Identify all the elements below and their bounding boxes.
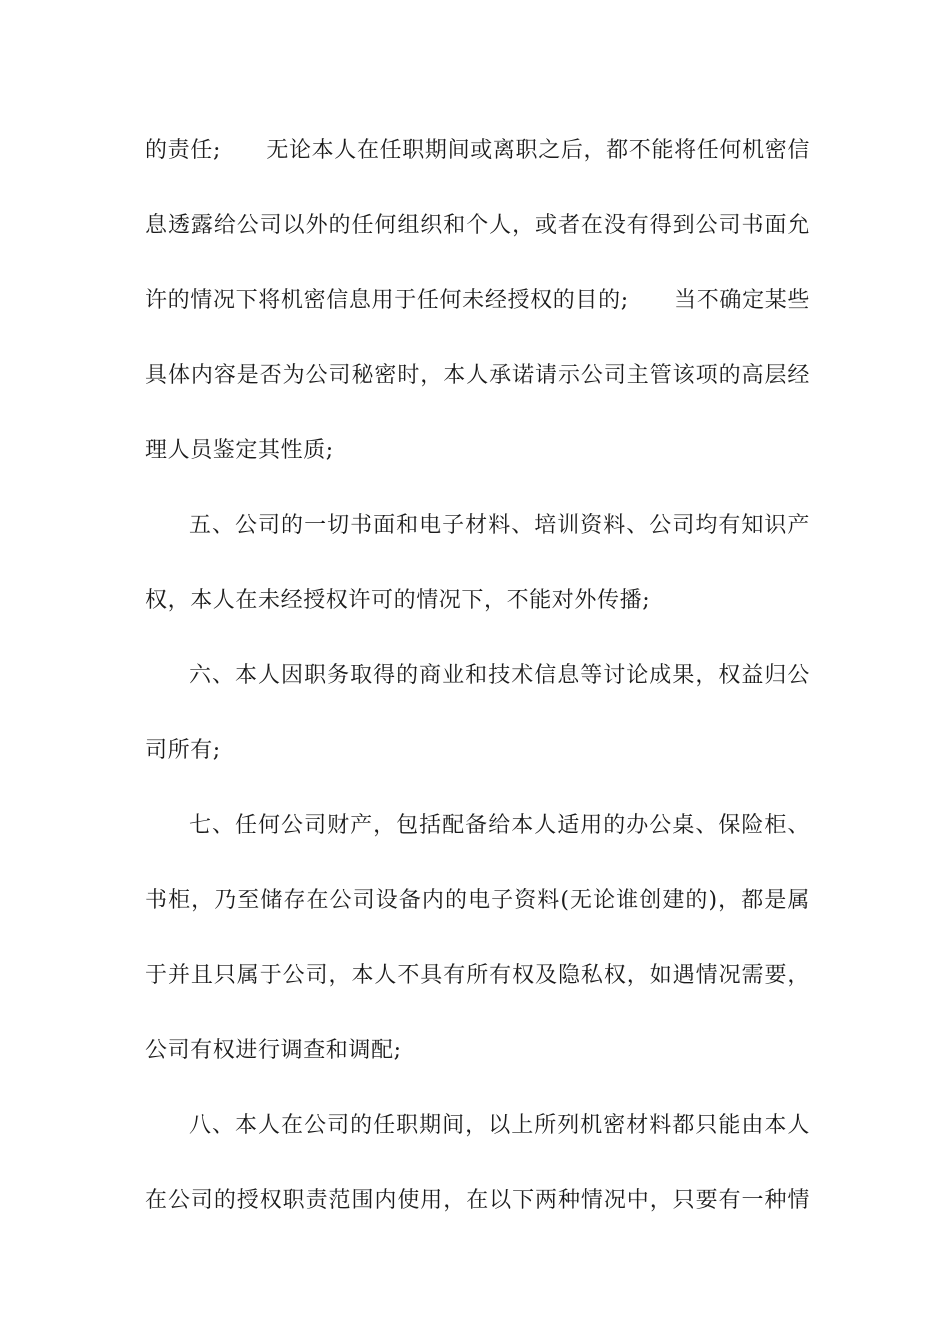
text-line: 许的情况下将机密信息用于任何未经授权的目的; 当不确定某些: [145, 288, 810, 313]
text-line: 在公司的授权职责范围内使用，在以下两种情况中，只要有一种情: [145, 1188, 810, 1213]
text-line: 息透露给公司以外的任何组织和个人，或者在没有得到公司书面允: [145, 213, 810, 238]
text-line: 司所有;: [145, 738, 221, 763]
paragraph-start-line: 六、本人因职务取得的商业和技术信息等讨论成果，权益归公: [189, 663, 810, 688]
paragraph-start-line: 八、本人在公司的任职期间，以上所列机密材料都只能由本人: [189, 1113, 810, 1138]
text-line: 书柜，乃至储存在公司设备内的电子资料(无论谁创建的)，都是属: [145, 888, 810, 913]
text-line: 具体内容是否为公司秘密时，本人承诺请示公司主管该项的高层经: [145, 363, 810, 388]
text-line: 理人员鉴定其性质;: [145, 438, 334, 463]
text-line: 权，本人在未经授权许可的情况下，不能对外传播;: [145, 588, 651, 613]
paragraph-start-line: 七、任何公司财产，包括配备给本人适用的办公桌、保险柜、: [189, 813, 810, 838]
text-line: 的责任; 无论本人在任职期间或离职之后，都不能将任何机密信: [145, 138, 810, 163]
text-line: 于并且只属于公司，本人不具有所有权及隐私权，如遇情况需要，: [145, 963, 810, 988]
text-line: 公司有权进行调查和调配;: [145, 1038, 402, 1063]
paragraph-start-line: 五、公司的一切书面和电子材料、培训资料、公司均有知识产: [189, 513, 810, 538]
